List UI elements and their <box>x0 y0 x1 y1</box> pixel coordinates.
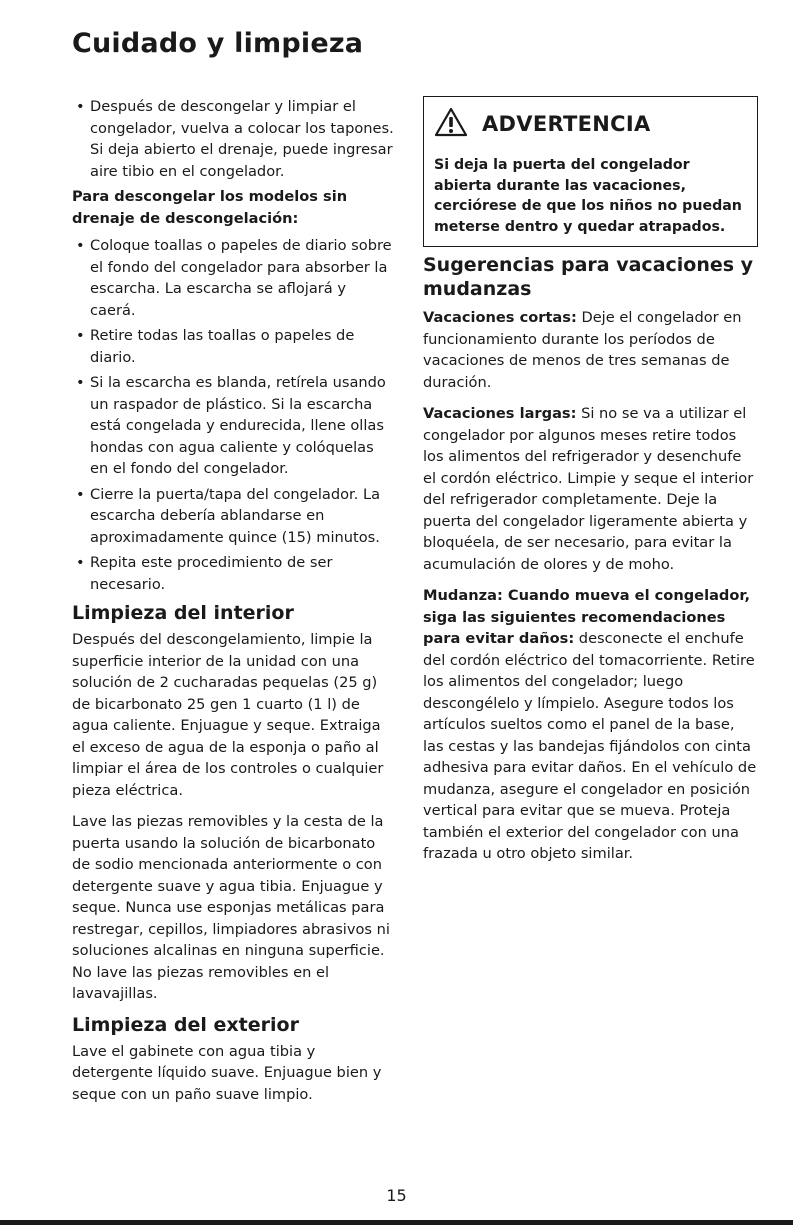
defrost-heading: Para descongelar los modelos sin drenaje de descongelación: <box>72 188 348 227</box>
moving-lead: Mudanza: Cuando mueva el congelador, siga las siguientes recomendaciones para evitar daños: <box>423 587 750 647</box>
list-item: • Repita este procedimiento de ser necesario. <box>72 552 394 595</box>
warning-box <box>423 96 758 247</box>
list-item: • Retire todas las toallas o papeles de diario. <box>72 325 394 368</box>
short-vacation-lead: Vacaciones cortas: <box>423 309 577 326</box>
warning-header <box>434 107 747 141</box>
right-column <box>423 96 758 865</box>
short-vacation-paragraph <box>423 307 758 393</box>
defrost-bullet-list <box>72 235 394 595</box>
interior-paragraph: Lave las piezas removibles y la cesta de la puerta usando la solución de bicarbonato de sodio mencionada anteriormente o con detergente suave y agua tibia. Enjuague y seque. Nunca use esponjas metálicas para restregar, cepillos, limpiadores abrasivos ni soluciones alcalinas en ninguna superficie. No lave las piezas removibles en el lavavajillas. <box>72 813 390 1002</box>
exterior-paragraph: Lave el gabinete con agua tibia y detergente líquido suave. Enjuague bien y seque con un paño suave limpio. <box>72 1042 382 1103</box>
intro-bullet-list <box>72 96 394 182</box>
exterior-heading: Limpieza del exterior <box>72 1013 299 1036</box>
list-item: • Cierre la puerta/tapa del congelador. La escarcha debería ablandarse en aproximadamente quince (15) minutos. <box>72 484 394 549</box>
interior-paragraph: Después del descongelamiento, limpie la superficie interior de la unidad con una solución de 2 cucharadas pequelas (25 g) de bicarbonato 25 gen 1 cuarto (1 l) de agua caliente. Enjuague y seque. Extraiga el exceso de agua de la esponja o paño al limpiar el área de los controles o cualquier pieza eléctrica. <box>72 631 384 799</box>
long-vacation-text: Si no se va a utilizar el congelador por algunos meses retire todos los alimentos del refrigerador y desenchufe el cordón eléctrico. Limpie y seque el interior del refrigerador completamente. Deje la puerta del congelador ligeramente abierta y bloquéela, de ser necesario, para evitar la acumulación de olores y de moho. <box>423 405 754 573</box>
vacation-heading: Sugerencias para vacaciones y mudanzas <box>423 254 754 300</box>
warning-triangle-icon <box>434 107 468 141</box>
interior-heading: Limpieza del interior <box>72 602 294 624</box>
long-vacation-lead: Vacaciones largas: <box>423 405 577 422</box>
list-item: • Coloque toallas o papeles de diario sobre el fondo del congelador para absorber la escarcha. La escarcha se aflojará y caerá. <box>72 235 394 321</box>
list-item: • Si la escarcha es blanda, retírela usando un raspador de plástico. Si la escarcha está congelada y endurecida, llene ollas hondas con agua caliente y colóquelas en el fondo del congelador. <box>72 372 394 480</box>
short-vacation-text: Deje el congelador en funcionamiento durante los períodos de vacaciones de menos de tres semanas de duración. <box>423 309 742 391</box>
page-title: Cuidado y limpieza <box>72 28 364 59</box>
left-column <box>72 96 394 1105</box>
long-vacation-paragraph <box>423 403 758 575</box>
moving-text: desconecte el enchufe del cordón eléctrico del tomacorriente. Retire los alimentos del congelador; luego descongélelo y límpielo. Asegure todos los artículos sueltos como el panel de la base, las cestas y las bandejas fijándolos con cinta adhesiva para evitar daños. En el vehículo de mudanza, asegure el congelador en posición vertical para evitar que se mueva. Proteja también el exterior del congelador con una frazada u otro objeto similar. <box>423 630 757 862</box>
bottom-rule <box>0 1220 793 1225</box>
warning-text: Si deja la puerta del congelador abierta durante las vacaciones, cerciórese de que los niños no puedan meterse dentro y quedar atrapados. <box>434 157 742 235</box>
page-number: 15 <box>386 1186 407 1205</box>
moving-paragraph <box>423 585 758 865</box>
warning-title: ADVERTENCIA <box>482 112 651 136</box>
list-item: • Después de descongelar y limpiar el congelador, vuelva a colocar los tapones. Si deja abierto el drenaje, puede ingresar aire tibio en el congelador. <box>72 96 394 182</box>
